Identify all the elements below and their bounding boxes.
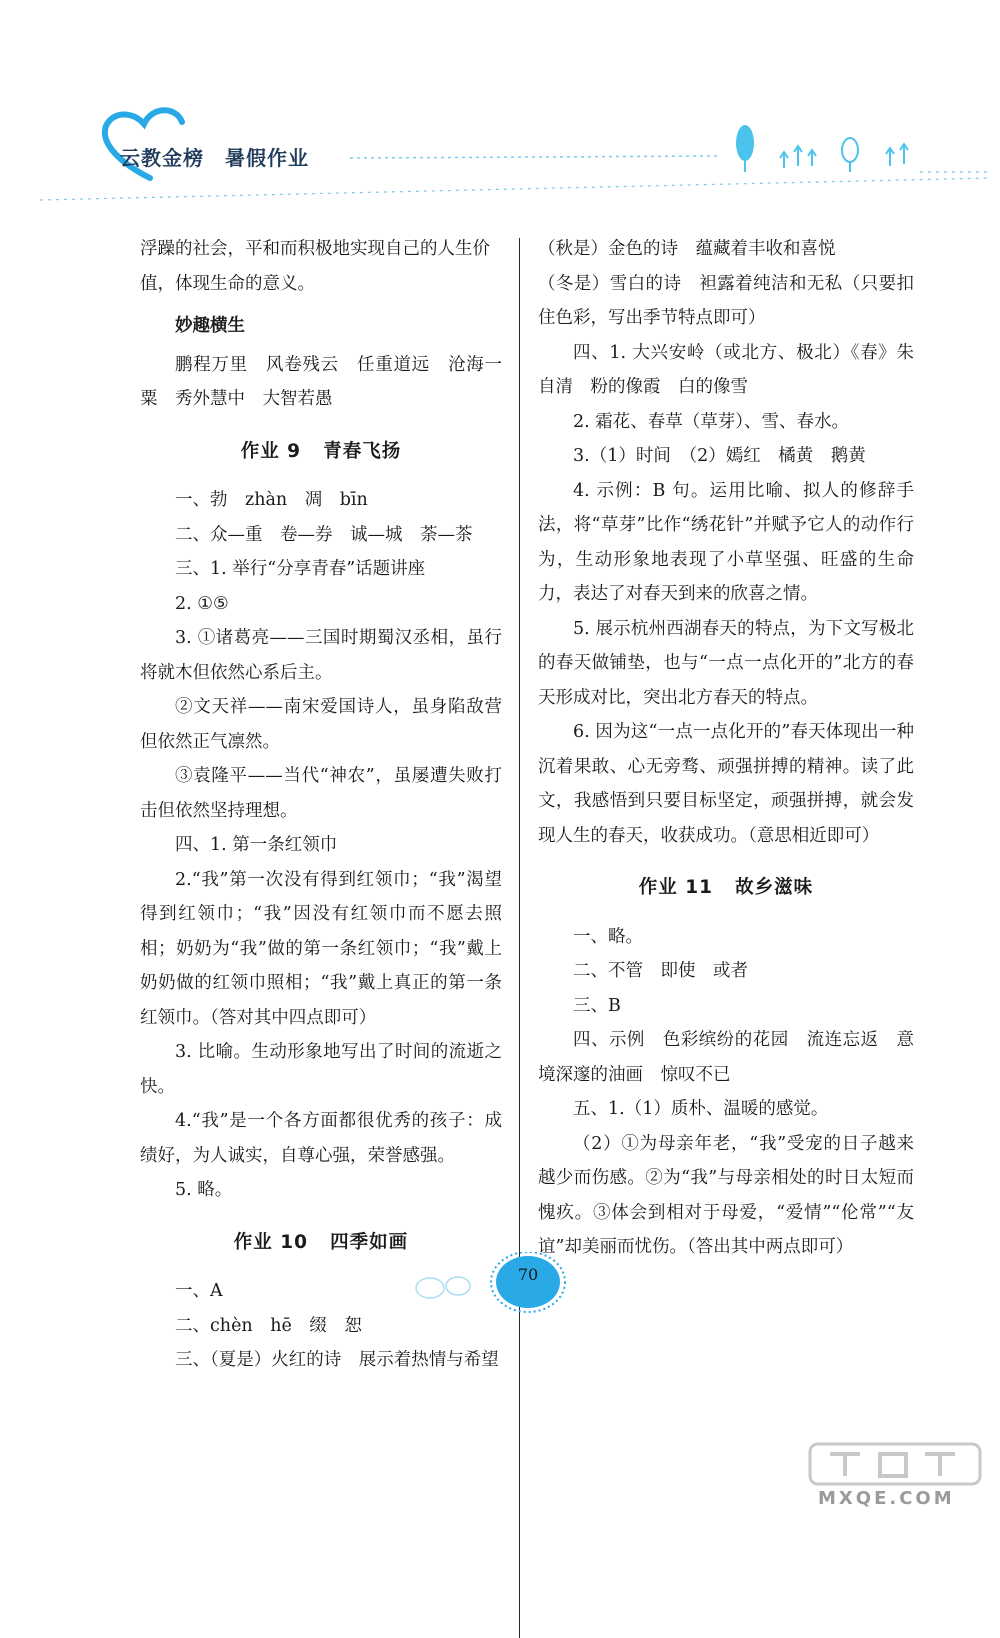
homework-heading — [538, 871, 914, 906]
text-line: 值，体现生命的意义。 — [140, 273, 315, 294]
watermark-text: MXQE.COM — [818, 1488, 955, 1509]
header-decoration — [0, 0, 1000, 230]
answer-text: 鹏程万里 风卷残云 任重道远 沧海一粟 秀外慧中 大智若愚 — [140, 354, 502, 409]
answer-text: 5. 展示杭州西湖春天的特点，为下文写极北的春天做铺垫，也与“一点一点化开的”北方的春天形成对比，突出北方春天的特点。 — [538, 618, 914, 708]
answer-text: 四、1. 大兴安岭（或北方、极北）《春》朱自清 粉的像霞 白的像雪 — [538, 342, 914, 397]
answer-text: 3. ①诸葛亮——三国时期蜀汉丞相，虽行将就木但依然心系后主。 — [140, 628, 502, 683]
answer-text: （2）①为母亲年老，“我”受宠的日子越来越少而伤感。②为“我”与母亲相处的时日太短而愧疚。③体会到相对于母爱，“爱情”“伦常”“友谊”却美丽而忧伤。（答出其中两点即可） — [538, 1133, 914, 1257]
answer-text: 一、略。 — [573, 926, 643, 947]
answer-text: 5. 略。 — [175, 1180, 233, 1200]
answer-text: 三、1. 举行“分享青春”话题讲座 — [175, 559, 426, 579]
answer-text: 二、众—重 卷—券 诚—城 荼—茶 — [175, 524, 473, 545]
answer-text: 三、B — [573, 995, 621, 1016]
answer-text: 4. 示例：B 句。运用比喻、拟人的修辞手法，将“草芽”比作“绣花针”并赋予它人的动作行为，生动形象地表现了小草坚强、旺盛的生命力，表达了对春天到来的欣喜之情。 — [538, 480, 914, 604]
tree-icon — [842, 138, 858, 172]
homework-title: 青春飞扬 — [323, 440, 402, 462]
column-divider — [519, 238, 520, 1638]
answer-text: 2.“我”第一次没有得到红领巾；“我”渴望得到红领巾；“我”因没有红领巾而不愿去照相；奶奶为“我”做的第一条红领巾；“我”戴上奶奶做的红领巾照相；“我”戴上真正的第一条红领巾。（答对其中四点即可） — [140, 869, 502, 1028]
answer-text: 一、勃 zhàn 凋 bīn — [175, 490, 368, 510]
homework-title: 故乡滋味 — [735, 877, 814, 898]
flower-icon — [780, 146, 816, 168]
book-title: 云教金榜 暑假作业 — [120, 146, 309, 170]
text-line: 浮躁的社会，平和而积极地实现自己的人生价 — [140, 239, 490, 259]
answer-text: 2. 霜花、春草（草芽）、雪、春水。 — [573, 411, 850, 432]
right-column — [538, 232, 914, 1265]
flower-icon — [886, 144, 908, 166]
answer-text: ②文天祥——南宋爱国诗人，虽身陷敌营但依然正气凛然。 — [140, 697, 502, 752]
page-footer — [400, 1252, 600, 1322]
answer-text: （冬是）雪白的诗 袒露着纯洁和无私（只要扣住色彩，写出季节特点即可） — [538, 273, 914, 328]
answer-text: 二、chèn hē 缀 恕 — [175, 1315, 362, 1336]
answer-text: （秋是）金色的诗 蕴藏着丰收和喜悦 — [538, 239, 836, 259]
page-header — [0, 0, 1000, 230]
answer-text: 二、不管 即使 或者 — [573, 961, 748, 981]
answer-text: 三、（夏是）火红的诗 展示着热情与希望 — [175, 1350, 499, 1370]
homework-number: 作业 9 — [240, 440, 302, 462]
homework-heading — [140, 435, 502, 470]
homework-title: 四季如画 — [330, 1231, 409, 1253]
homework-number: 作业 10 — [233, 1231, 308, 1253]
answer-text: ③袁隆平——当代“神农”，虽屡遭失败打击但依然坚持理想。 — [140, 766, 502, 821]
left-column — [140, 232, 502, 1378]
watermark — [790, 1440, 1000, 1512]
page-number: 70 — [517, 1265, 539, 1284]
section-subtitle: 妙趣横生 — [175, 316, 245, 336]
answer-text: 五、1.（1）质朴、温暖的感觉。 — [573, 1099, 829, 1119]
tree-icon — [736, 125, 754, 172]
answer-text: 3.（1）时间 （2）嫣红 橘黄 鹅黄 — [573, 446, 866, 466]
footer-decoration — [400, 1252, 600, 1322]
answer-text: 6. 因为这“一点一点化开的”春天体现出一种沉着果敢、心无旁骛、顽强拼搏的精神。读了此文，我感悟到只要目标坚定，顽强拼搏，就会发现人生的春天，收获成功。（意思相近即可） — [538, 722, 914, 846]
answer-text: 3. 比喻。生动形象地写出了时间的流逝之快。 — [140, 1042, 502, 1097]
answer-text: 一、A — [175, 1281, 223, 1301]
answer-text: 4.“我”是一个各方面都很优秀的孩子：成绩好，为人诚实，自尊心强，荣誉感强。 — [140, 1111, 502, 1166]
answer-text: 四、1. 第一条红领巾 — [175, 835, 338, 855]
answer-text: 四、示例 色彩缤纷的花园 流连忘返 意境深邃的油画 惊叹不已 — [538, 1030, 914, 1085]
answer-text: 2. ①⑤ — [175, 593, 229, 614]
homework-number: 作业 11 — [638, 877, 713, 898]
